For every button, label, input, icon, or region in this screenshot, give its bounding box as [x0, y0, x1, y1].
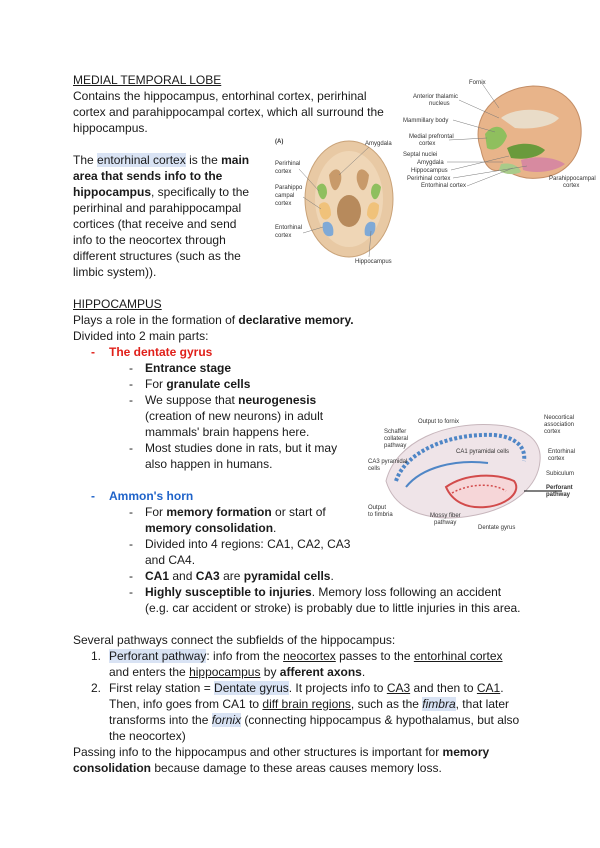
dentate-bullet-3-line-2: (creation of new neurons) in adult — [145, 409, 324, 423]
label-hippocampus: Hippocampus — [411, 168, 448, 174]
label-perforant: Perforant — [546, 485, 573, 491]
label-septal-nuclei: Septal nuclei — [403, 152, 438, 158]
dentate-bullet-2: For granulate cells — [145, 377, 251, 391]
label-schaffer-3: pathway — [384, 443, 407, 449]
pathway-item-2-line-3: transforms into the fornix (connecting hippocampus & hypothalamus, but also — [109, 713, 520, 727]
heading-dentate-gyrus: The dentate gyrus — [109, 345, 213, 359]
ventral-brain-illustration — [273, 135, 403, 267]
bullet-dash: - — [129, 505, 133, 519]
intro-line-3: hippocampus. — [73, 121, 148, 135]
bullet-dash: - — [129, 377, 133, 391]
highlight-fimbra: fimbra — [422, 697, 456, 711]
ammon-bullet-4-line-2: (e.g. car accident or stroke) is probably due to little injuries in this area. — [145, 601, 521, 615]
ammon-bullet-3: CA1 and CA3 are pyramidal cells. — [145, 569, 334, 583]
entorhinal-line-4: perirhinal and parahippocampal — [73, 201, 242, 215]
sagittal-brain-illustration — [403, 78, 596, 189]
dentate-bullet-1: Entrance stage — [145, 361, 232, 375]
ammon-bullet-1: For memory formation or start of — [145, 505, 326, 519]
label-parahippo-a: Parahippo — [275, 185, 303, 191]
closing-line-1: Passing info to the hippocampus and other structures is important for memory — [73, 745, 490, 759]
pathways-intro: Several pathways connect the subfields of the hippocampus: — [73, 633, 396, 647]
bullet-dash: - — [129, 441, 133, 455]
dentate-bullet-4-line-2: also happen in humans. — [145, 457, 273, 471]
bullet-dash: - — [129, 585, 133, 599]
label-output-fornix: Output to fornix — [418, 419, 460, 425]
pathway-item-1-line-2: and enters the hippocampus by afferent axons. — [109, 665, 366, 679]
list-number-2: 2. — [91, 681, 102, 695]
label-subiculum: Subiculum — [546, 471, 575, 477]
label-parahippocampal: Parahippocampal — [549, 176, 596, 182]
label-perirhinal-a-2: cortex — [275, 169, 292, 175]
highlight-fornix: fornix — [211, 713, 242, 727]
label-neocortical-2: association — [544, 422, 575, 428]
pathway-item-2: First relay station = Dentate gyrus. It projects info to CA3 and then to CA1. — [109, 681, 504, 695]
entorhinal-line-6: info to the neocortex through — [73, 233, 226, 247]
bullet-dash-blue: - — [91, 489, 95, 503]
entorhinal-line-3: hippocampus, specifically to the — [73, 185, 250, 199]
highlight-dentate-gyrus: Dentate gyrus — [214, 681, 289, 695]
heading-ammons-horn: Ammon's horn — [109, 489, 194, 503]
figure-a-tag: (A) — [275, 139, 284, 145]
list-number-1: 1. — [91, 649, 102, 663]
bullet-dash: - — [129, 393, 133, 407]
label-output-fimbria-2: to fimbria — [368, 512, 393, 518]
ammon-bullet-1-line-2: memory consolidation. — [145, 521, 277, 535]
hippocampus-line-1: Plays a role in the formation of declarative memory. — [73, 313, 354, 327]
label-parahippo-a-3: cortex — [275, 201, 292, 207]
figure-sagittal-brain — [403, 78, 596, 189]
label-output-fimbria: Output — [368, 505, 387, 511]
bullet-dash-red: - — [91, 345, 95, 359]
dentate-bullet-4: Most studies done in rats, but it may — [145, 441, 338, 455]
label-perforant-2: pathway — [546, 492, 571, 498]
dentate-bullet-3-line-3: mammals' brain happens here. — [145, 425, 310, 439]
hippocampal-circuit-illustration — [366, 411, 576, 533]
bullet-dash: - — [129, 361, 133, 375]
entorhinal-line-7: different structures (such as the — [73, 249, 241, 263]
section-title-hippocampus: HIPPOCAMPUS — [73, 297, 162, 311]
label-ca3: CA3 pyramidal — [368, 459, 408, 465]
intro-line-2: cortex and parahippocampal cortex, which all surround the — [73, 105, 384, 119]
entorhinal-line-5: cortices (that receive and send — [73, 217, 237, 231]
label-fornix: Fornix — [469, 80, 486, 86]
label-amygdala: Amygdala — [417, 160, 444, 166]
label-schaffer-2: collateral — [384, 436, 409, 442]
label-entorhinal-cortex: Entorhinal cortex — [421, 183, 467, 189]
section-title-medial-temporal-lobe: MEDIAL TEMPORAL LOBE — [73, 73, 222, 87]
figure-hippocampal-circuit — [366, 411, 576, 533]
label-neocortical: Neocortical — [544, 415, 575, 421]
label-parahippo-a-2: campal — [275, 193, 295, 199]
entorhinal-line-1: The entorhinal cortex is the main — [73, 153, 250, 167]
figure-a-ventral-brain — [273, 135, 403, 267]
dentate-bullet-3: We suppose that neurogenesis — [145, 393, 317, 407]
label-perirhinal-a: Perirhinal — [275, 161, 301, 167]
label-schaffer: Schaffer — [384, 429, 407, 435]
label-ca3-2: cells — [368, 466, 381, 472]
entorhinal-line-2: area that sends info to the — [73, 169, 223, 183]
entorhinal-line-8: limbic system)). — [73, 265, 157, 279]
highlight-perforant-pathway: Perforant pathway — [109, 649, 207, 663]
label-entorhinal-a: Entorhinal — [275, 225, 303, 231]
pathway-item-2-line-4: the neocortex) — [109, 729, 186, 743]
label-medial-prefrontal: Medial prefrontal — [409, 134, 454, 140]
bullet-dash: - — [129, 569, 133, 583]
pathway-item-1: Perforant pathway: info from the neocortex passes to the entorhinal cortex — [109, 649, 503, 663]
label-hippocampus-a: Hippocampus — [355, 259, 392, 265]
closing-line-2: consolidation because damage to these areas causes memory loss. — [73, 761, 442, 775]
label-anterior-thalamic: Anterior thalamic — [413, 94, 459, 100]
label-anterior-thalamic-2: nucleus — [429, 101, 450, 107]
label-neocortical-3: cortex — [544, 429, 561, 435]
highlight-entorhinal-cortex: entorhinal cortex — [97, 153, 186, 167]
intro-line-1: Contains the hippocampus, entorhinal cortex, perirhinal — [73, 89, 367, 103]
label-entorhinal-c-2: cortex — [548, 456, 565, 462]
label-dentate-gyrus: Dentate gyrus — [478, 525, 516, 531]
label-mammillary-body: Mammillary body — [403, 118, 449, 124]
label-entorhinal-c: Entorhinal — [548, 449, 576, 455]
pathway-item-2-line-2: Then, info goes from CA1 to diff brain regions, such as the fimbra, that later — [109, 697, 510, 711]
ammon-bullet-4: Highly susceptible to injuries. Memory loss following an accident — [145, 585, 502, 599]
label-entorhinal-a-2: cortex — [275, 233, 292, 239]
label-ca1: CA1 pyramidal cells — [456, 449, 510, 455]
ammon-bullet-2: Divided into 4 regions: CA1, CA2, CA3 — [145, 537, 351, 551]
bullet-dash: - — [129, 537, 133, 551]
hippocampus-line-2: Divided into 2 main parts: — [73, 329, 209, 343]
label-medial-prefrontal-2: cortex — [419, 141, 436, 147]
label-perirhinal-cortex: Perirhinal cortex — [407, 176, 451, 182]
label-parahippocampal-2: cortex — [563, 183, 580, 189]
label-amygdala-a: Amygdala — [365, 141, 392, 147]
label-mossy-fiber-2: pathway — [434, 520, 457, 526]
label-mossy-fiber: Mossy fiber — [430, 513, 461, 519]
ammon-bullet-2-line-2: and CA4. — [145, 553, 196, 567]
